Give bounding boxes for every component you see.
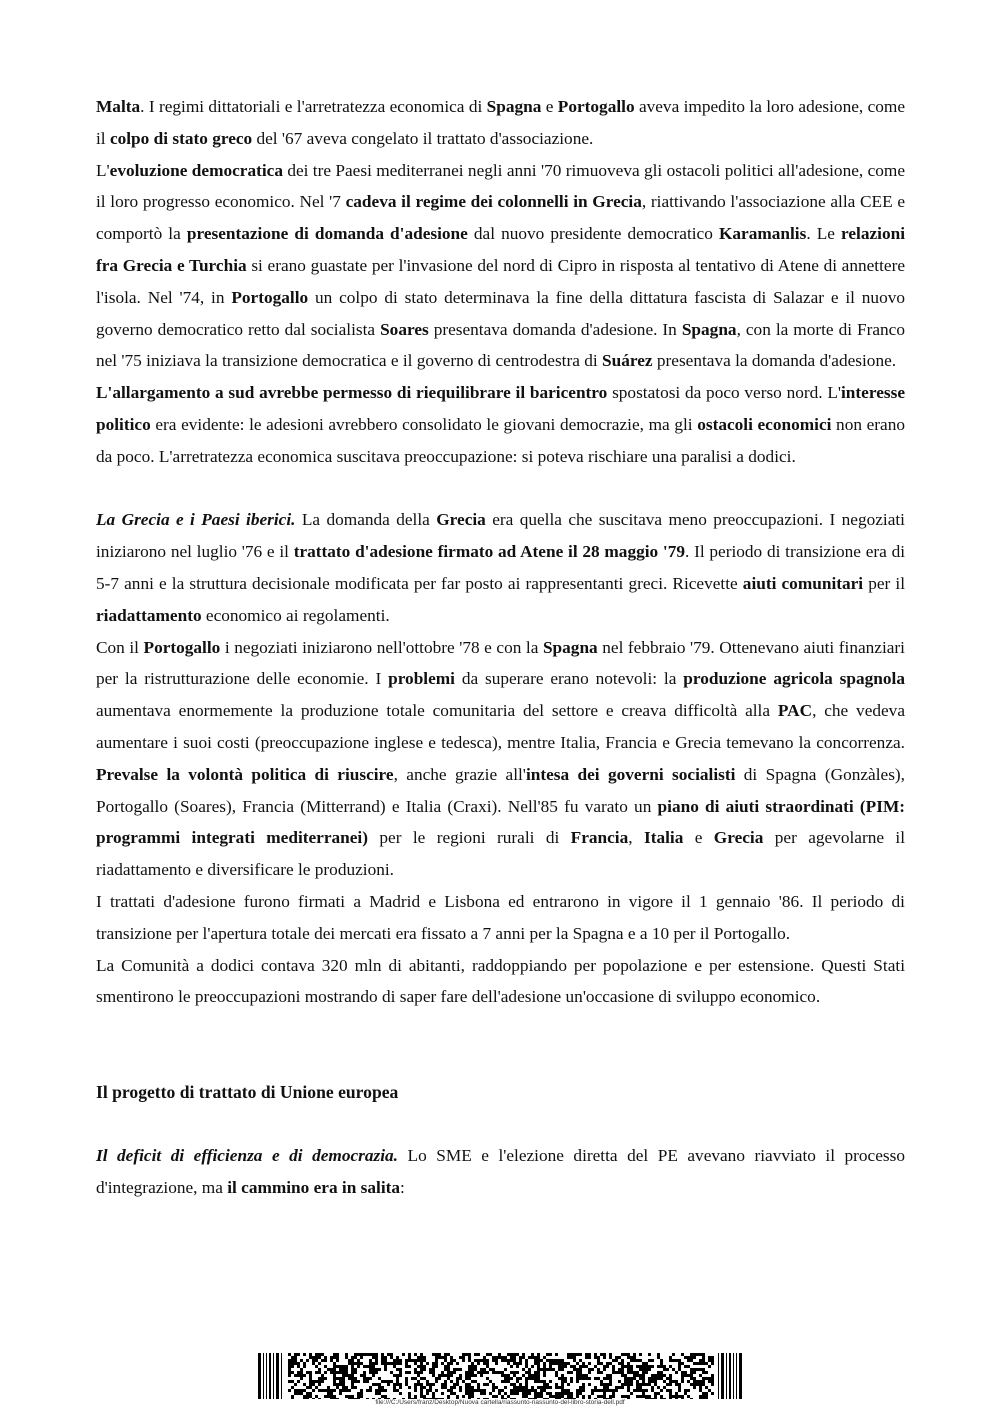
emphasis-text: Suárez — [602, 351, 653, 371]
section-heading: Il progetto di trattato di Unione europea — [96, 1081, 399, 1102]
paragraph-trattati-adesione: I trattati d'adesione furono firmati a Madrid e Lisbona ed entrarono in vigore il 1 gennaio '86. Il periodo di transizione per l'apertura totale dei mercati era fissato a 7 anni per la Spagna e a 10 per il Portogallo. — [96, 891, 905, 943]
emphasis-text: interesse politico — [96, 383, 905, 434]
paragraph-portogallo-spagna: Con il Portogallo i negoziati iniziarono nell'ottobre '78 e con la Spagna nel febbraio '79. Ottenevano aiuti finanziari per la ristrutturazione delle economie. I problemi da superare erano notevoli: la produzione agricola spagnola aumentava enormemente la produzione totale comunitaria del settore e creava difficoltà alla PAC, che vedeva aumentare i suoi costi (preoccupazione inglese e tedesca), mentre Italia, Francia e Grecia temevano la concorrenza. Prevalse la volontà politica di riuscire, anche grazie all'intesa dei governi socialisti di Spagna (Gonzàles), Portogallo (Soares), Francia (Mitterrand) e Italia (Craxi). Nell'85 fu varato un piano di aiuti straordinati (PIM: programmi integrati mediterranei) per le regioni rurali di Francia, Italia e Grecia per agevolarne il riadattamento e diversificare le produzioni. — [96, 637, 906, 880]
emphasis-text: Spagna — [681, 319, 737, 339]
footer-barcode-area — [258, 1353, 742, 1405]
emphasis-text: Prevalse la volontà politica di riuscire — [96, 764, 394, 784]
emphasis-text: cadeva il regime dei colonnelli in Grecia — [345, 192, 642, 212]
emphasis-text: Karamanlis — [718, 224, 807, 244]
emphasis-text: evoluzione democratica — [109, 160, 283, 180]
emphasis-text: Malta — [96, 97, 141, 116]
emphasis-text: piano di aiuti straordinati (PIM: programmi integrati mediterranei) — [96, 796, 906, 848]
emphasis-text: Soares — [380, 319, 429, 339]
emphasis-text: Spagna — [542, 637, 598, 657]
emphasis-text: Italia — [643, 828, 684, 848]
emphasis-text: Grecia — [436, 510, 486, 530]
emphasis-text: colpo di stato greco — [109, 128, 253, 148]
paragraph-allargamento-sud: L'allargamento a sud avrebbe permesso di riequilibrare il baricentro spostatosi da poco verso nord. L'interesse politico era evidente: le adesioni avrebbero consolidato le giovani democrazie, ma gli ostacoli economici non erano da poco. L'arretratezza economica suscitava preoccupazione: si poteva rischiare una paralisi a dodici. — [96, 383, 905, 466]
emphasis-text: trattato d'adesione firmato ad Atene il 28 maggio '79 — [293, 542, 686, 562]
emphasis-text: relazioni fra Grecia e Turchia — [96, 224, 905, 275]
emphasis-text: Spagna — [486, 97, 542, 116]
footer-file-path: file:///C:/Users/franz/Desktop/Nuova cartella/riassunto-riassunto-del-libro-storia-dell.pdf — [375, 1399, 625, 1406]
section-gap — [96, 1013, 905, 1077]
paragraph-malta: Malta. I regimi dittatoriali e l'arretratezza economica di Spagna e Portogallo aveva impedito la loro adesione, come il colpo di stato greco del '67 aveva congelato il trattato d'associazione. — [96, 97, 905, 148]
emphasis-text: Grecia — [713, 828, 764, 848]
emphasis-text: problemi — [388, 669, 455, 689]
emphasis-text: aiuti comunitari — [742, 573, 864, 593]
emphasis-text: Portogallo — [143, 637, 221, 657]
heading-gap — [96, 1109, 905, 1141]
paragraph-deficit-efficienza: Il deficit di efficienza e di democrazia. Lo SME e l'elezione diretta del PE avevano riavviato il processo d'integrazione, ma il cammino era in salita: — [96, 1146, 905, 1198]
emphasis-text: Francia — [570, 828, 629, 848]
barcode-image — [258, 1353, 742, 1399]
emphasis-text: produzione agricola spagnola — [683, 669, 905, 689]
emphasis-text: Il deficit di efficienza e di democrazia. — [96, 1146, 398, 1166]
paragraph-gap — [96, 473, 905, 505]
emphasis-text: intesa dei governi socialisti — [525, 764, 736, 784]
emphasis-text: L'allargamento a sud avrebbe permesso di riequilibrare il baricentro — [96, 383, 608, 403]
emphasis-text: ostacoli economici — [697, 414, 832, 434]
emphasis-text: riadattamento — [96, 605, 202, 625]
emphasis-text: La Grecia e i Paesi iberici. — [96, 510, 296, 530]
emphasis-text: PAC — [777, 701, 813, 721]
document-page — [96, 91, 905, 1204]
paragraph-grecia-paesi-iberici: La Grecia e i Paesi iberici. La domanda della Grecia era quella che suscitava meno preoccupazioni. I negoziati iniziarono nel luglio '76 e il trattato d'adesione firmato ad Atene il 28 maggio '79. Il periodo di transizione era di 5-7 anni e la struttura decisionale modificata per far posto ai rappresentanti greci. Ricevette aiuti comunitari per il riadattamento economico ai regolamenti. — [96, 510, 906, 625]
emphasis-text: Portogallo — [557, 97, 635, 116]
emphasis-text: Portogallo — [231, 287, 309, 307]
emphasis-text: presentazione di domanda d'adesione — [186, 224, 468, 244]
paragraph-evoluzione-democratica: L'evoluzione democratica dei tre Paesi mediterranei negli anni '70 rimuoveva gli ostacoli politici all'adesione, come il loro progresso economico. Nel '7 cadeva il regime dei colonnelli in Grecia, riattivando l'associazione alla CEE e comportò la presentazione di domanda d'adesione dal nuovo presidente democratico Karamanlis. Le relazioni fra Grecia e Turchia si erano guastate per l'invasione del nord di Cipro in risposta al tentativo di Atene di annettere l'isola. Nel '74, in Portogallo un colpo di stato determinava la fine della dittatura fascista di Salazar e il nuovo governo democratico retto dal socialista Soares presentava domanda d'adesione. In Spagna, con la morte di Franco nel '75 iniziava la transizione democratica e il governo di centrodestra di Suárez presentava la domanda d'adesione. — [96, 160, 905, 371]
emphasis-text: il cammino era in salita — [227, 1178, 401, 1198]
paragraph-comunita-dodici: La Comunità a dodici contava 320 mln di abitanti, raddoppiando per popolazione e per estensione. Questi Stati smentirono le preoccupazioni mostrando di saper fare dell'adesione un'occasione di sviluppo economico. — [96, 955, 905, 1007]
